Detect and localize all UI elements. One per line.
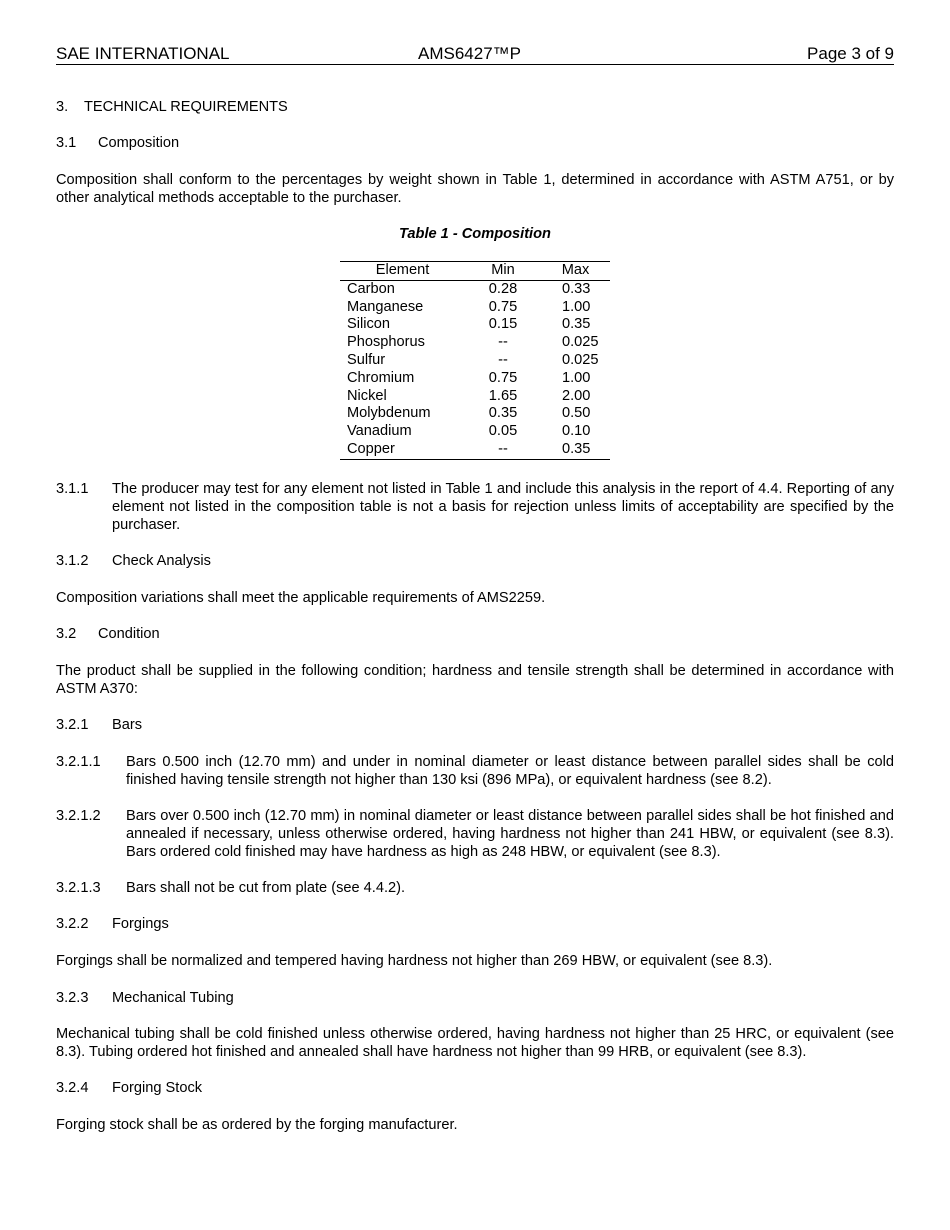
table-row (340, 334, 610, 352)
section-body: Bars shall not be cut from plate (see 4.4.2). (126, 880, 406, 896)
section-number: 3. (56, 99, 69, 115)
section-3-2-1-heading (56, 716, 894, 734)
section-number: 3.1 (56, 135, 77, 151)
element-cell: Sulfur (347, 351, 386, 368)
element-cell: Copper (340, 441, 465, 459)
element-cell: Carbon (347, 280, 395, 297)
section-3-1-2-heading (56, 552, 894, 570)
header-max: Max (541, 262, 610, 281)
section-body: The producer may test for any element not listed in Table 1 and include this analysis in the report of 4.4. Reporting of any element not listed in the composition table is not a basis for rejection unless limits of acceptability are specified by the purchaser. (112, 481, 894, 533)
min-cell: 1.65 (488, 387, 518, 404)
section-3-2-4-body: Forging stock shall be as ordered by the forging manufacturer. (56, 1117, 458, 1133)
min-cell: 0.05 (488, 423, 518, 440)
section-title: Check Analysis (112, 553, 211, 569)
element-cell: Chromium (347, 369, 415, 386)
section-number: 3.1.1 (56, 481, 89, 497)
section-title: Condition (98, 626, 160, 642)
section-number: 3.2.1.3 (56, 880, 101, 896)
element-cell: Vanadium (347, 423, 412, 440)
section-title: Forging Stock (112, 1080, 203, 1096)
min-cell: 0.75 (488, 298, 518, 315)
section-3-2-body: The product shall be supplied in the following condition; hardness and tensile strength shall be determined in accordance with ASTM A370: (56, 663, 894, 697)
section-3-2-2-body: Forgings shall be normalized and tempered having hardness not higher than 269 HBW, or equivalent (see 8.3). (56, 953, 773, 969)
min-cell: -- (465, 441, 541, 459)
table-row (340, 441, 610, 459)
table-row (340, 423, 610, 441)
section-3-2-heading (56, 625, 894, 643)
table-row (340, 316, 610, 334)
header-element: Element (340, 262, 465, 281)
element-cell: Nickel (347, 387, 387, 404)
section-3-2-3-body: Mechanical tubing shall be cold finished unless otherwise ordered, having hardness not higher than 25 HRC, or equivalent (see 8.3). Tubing ordered hot finished and annealed shall have hardness not higher than 99 HRB, or equivalent (see 8.3). (56, 1026, 894, 1060)
max-cell: 0.35 (541, 441, 610, 459)
section-number: 3.2.1 (56, 717, 89, 733)
section-3-1-heading (56, 134, 894, 152)
section-number: 3.2.1.1 (56, 754, 101, 770)
max-cell: 0.025 (562, 334, 599, 351)
section-3-heading (56, 98, 894, 116)
table-row (340, 299, 610, 317)
header-page-number: Page 3 of 9 (807, 44, 894, 63)
section-3-1-body: Composition shall conform to the percentages by weight shown in Table 1, determined in accordance with ASTM A751, or by other analytical methods acceptable to the purchaser. (56, 172, 894, 206)
min-cell: 0.15 (488, 316, 518, 333)
min-cell: 0.35 (488, 405, 518, 422)
section-title: Forgings (112, 916, 169, 932)
min-cell: 0.28 (488, 280, 518, 297)
section-3-1-2-body: Composition variations shall meet the applicable requirements of AMS2259. (56, 590, 546, 606)
max-cell: 1.00 (562, 298, 591, 315)
element-cell: Phosphorus (347, 334, 425, 351)
table-row (340, 352, 610, 370)
section-number: 3.1.2 (56, 553, 89, 569)
section-title: TECHNICAL REQUIREMENTS (84, 99, 288, 115)
max-cell: 0.33 (562, 280, 591, 297)
header-min: Min (465, 262, 541, 281)
max-cell: 0.50 (562, 405, 591, 422)
section-3-1-1 (56, 480, 894, 534)
section-body: Bars over 0.500 inch (12.70 mm) in nominal diameter or least distance between parallel sides shall be hot finished and annealed if necessary, unless otherwise ordered, having hardness not higher than 241 HBW, or equivalent (see 8.3). Bars ordered cold finished may have hardness as high as 248 HBW, or equivalent (see 8.3). (126, 808, 894, 860)
min-cell: 0.75 (488, 369, 518, 386)
section-3-2-3-heading (56, 989, 894, 1007)
section-number: 3.2.2 (56, 916, 89, 932)
element-cell: Molybdenum (347, 405, 431, 422)
table-title: Table 1 - Composition (399, 226, 551, 242)
table-row (340, 370, 610, 388)
section-title: Composition (98, 135, 180, 151)
section-3-2-1-2 (56, 807, 894, 861)
max-cell: 1.00 (562, 369, 591, 386)
section-body: Bars 0.500 inch (12.70 mm) and under in nominal diameter or least distance between parallel sides shall be cold finished having tensile strength not higher than 130 ksi (896 MPa), or equivalent hardness (see 8.2). (126, 754, 894, 788)
section-number: 3.2.3 (56, 990, 89, 1006)
table-row (340, 280, 610, 298)
element-cell: Silicon (347, 316, 390, 333)
table-row (340, 405, 610, 423)
max-cell: 0.10 (562, 423, 591, 440)
section-3-2-2-heading (56, 915, 894, 933)
min-cell: -- (498, 334, 508, 351)
table-header-row (340, 262, 610, 281)
min-cell: -- (498, 351, 508, 368)
section-number: 3.2.1.2 (56, 808, 101, 824)
section-number: 3.2.4 (56, 1080, 89, 1096)
max-cell: 2.00 (562, 387, 591, 404)
header-doc-number: AMS6427™P (418, 44, 521, 63)
section-title: Mechanical Tubing (112, 990, 234, 1006)
max-cell: 0.025 (562, 351, 599, 368)
header-org: SAE INTERNATIONAL (56, 44, 230, 63)
page-header (56, 44, 894, 65)
section-title: Bars (112, 717, 143, 733)
section-3-2-4-heading (56, 1079, 894, 1097)
table-row (340, 388, 610, 406)
composition-table (340, 261, 610, 460)
max-cell: 0.35 (562, 316, 591, 333)
element-cell: Manganese (347, 298, 424, 315)
section-number: 3.2 (56, 626, 77, 642)
section-3-2-1-3 (56, 879, 894, 897)
section-3-2-1-1 (56, 753, 894, 789)
